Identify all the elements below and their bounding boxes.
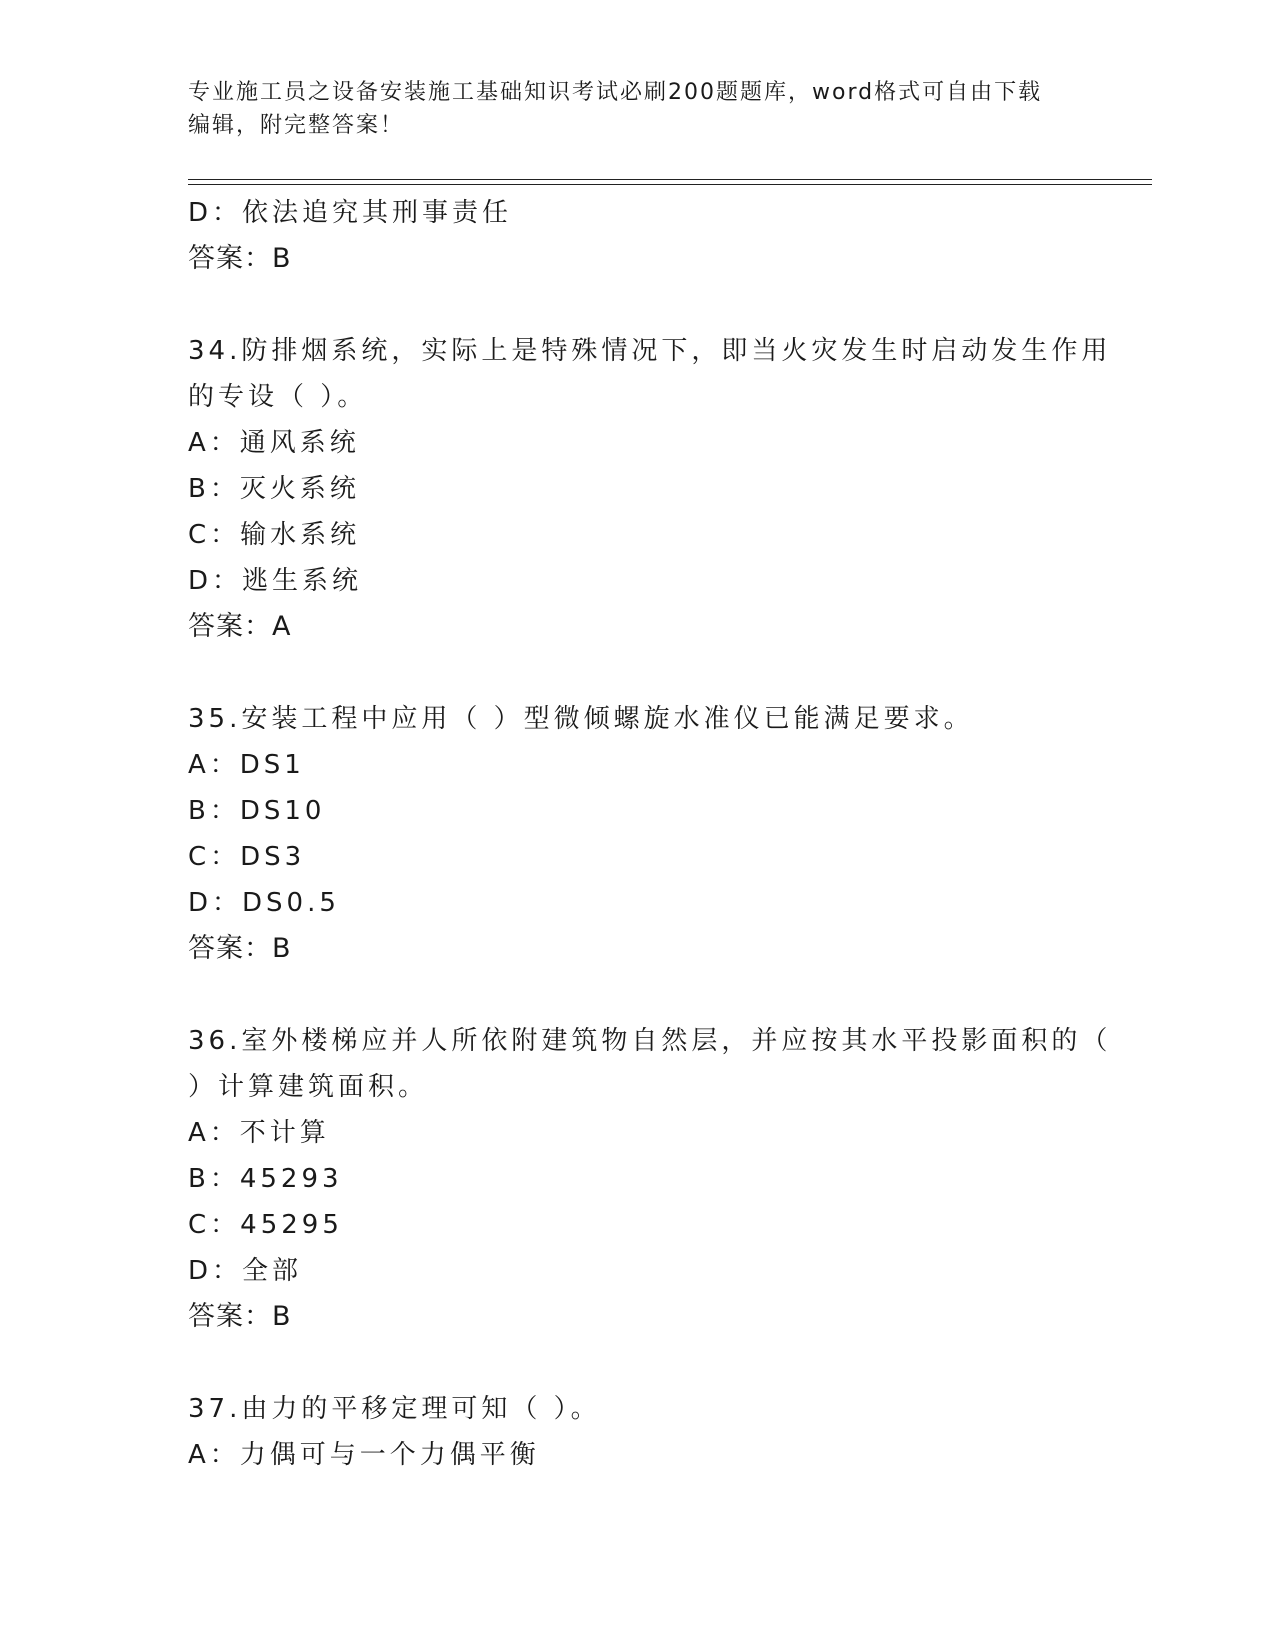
question-stem: 35.安装工程中应用（ ）型微倾螺旋水准仪已能满足要求。 bbox=[188, 704, 974, 734]
option-a: A：不计算 bbox=[188, 1118, 330, 1148]
option-b: B：DS10 bbox=[188, 796, 326, 826]
header-divider-bottom bbox=[188, 184, 1152, 185]
option-c: C：DS3 bbox=[188, 842, 306, 872]
option-d: D：DS0.5 bbox=[188, 888, 340, 918]
option-c: C：输水系统 bbox=[188, 520, 361, 550]
option-c: C：45295 bbox=[188, 1210, 343, 1240]
prev-option-d: D：依法追究其刑事责任 bbox=[188, 198, 513, 228]
option-a: A：通风系统 bbox=[188, 428, 360, 458]
question-list bbox=[188, 190, 1112, 1478]
question-35 bbox=[188, 696, 1088, 972]
option-b: B：灭火系统 bbox=[188, 474, 360, 504]
option-d: D：逃生系统 bbox=[188, 566, 363, 596]
header-line-1: 专业施工员之设备安装施工基础知识考试必刷200题题库，word格式可自由下载 bbox=[188, 80, 1043, 105]
question-stem-cont: ）计算建筑面积。 bbox=[188, 1072, 429, 1102]
option-b: B：45293 bbox=[188, 1164, 343, 1194]
answer: 答案：A bbox=[188, 611, 292, 642]
document-header bbox=[188, 76, 1088, 142]
option-d: D：全部 bbox=[188, 1256, 303, 1286]
question-stem: 34.防排烟系统，实际上是特殊情况下，即当火灾发生时启动发生作用 bbox=[188, 336, 1112, 366]
option-a: A：DS1 bbox=[188, 750, 305, 780]
option-a: A：力偶可与一个力偶平衡 bbox=[188, 1440, 540, 1470]
question-36 bbox=[188, 1018, 1112, 1340]
answer: 答案：B bbox=[188, 1301, 292, 1332]
question-37 bbox=[188, 1386, 1088, 1478]
question-stem: 37.由力的平移定理可知（ ）。 bbox=[188, 1394, 601, 1424]
answer: 答案：B bbox=[188, 933, 292, 964]
header-line-2: 编辑，附完整答案！ bbox=[188, 113, 405, 138]
prev-answer: 答案：B bbox=[188, 243, 292, 274]
question-34 bbox=[188, 328, 1112, 650]
question-stem-cont: 的专设（ ）。 bbox=[188, 382, 368, 412]
question-stem: 36.室外楼梯应并人所依附建筑物自然层，并应按其水平投影面积的（ bbox=[188, 1026, 1112, 1056]
header-divider-top bbox=[188, 179, 1152, 180]
